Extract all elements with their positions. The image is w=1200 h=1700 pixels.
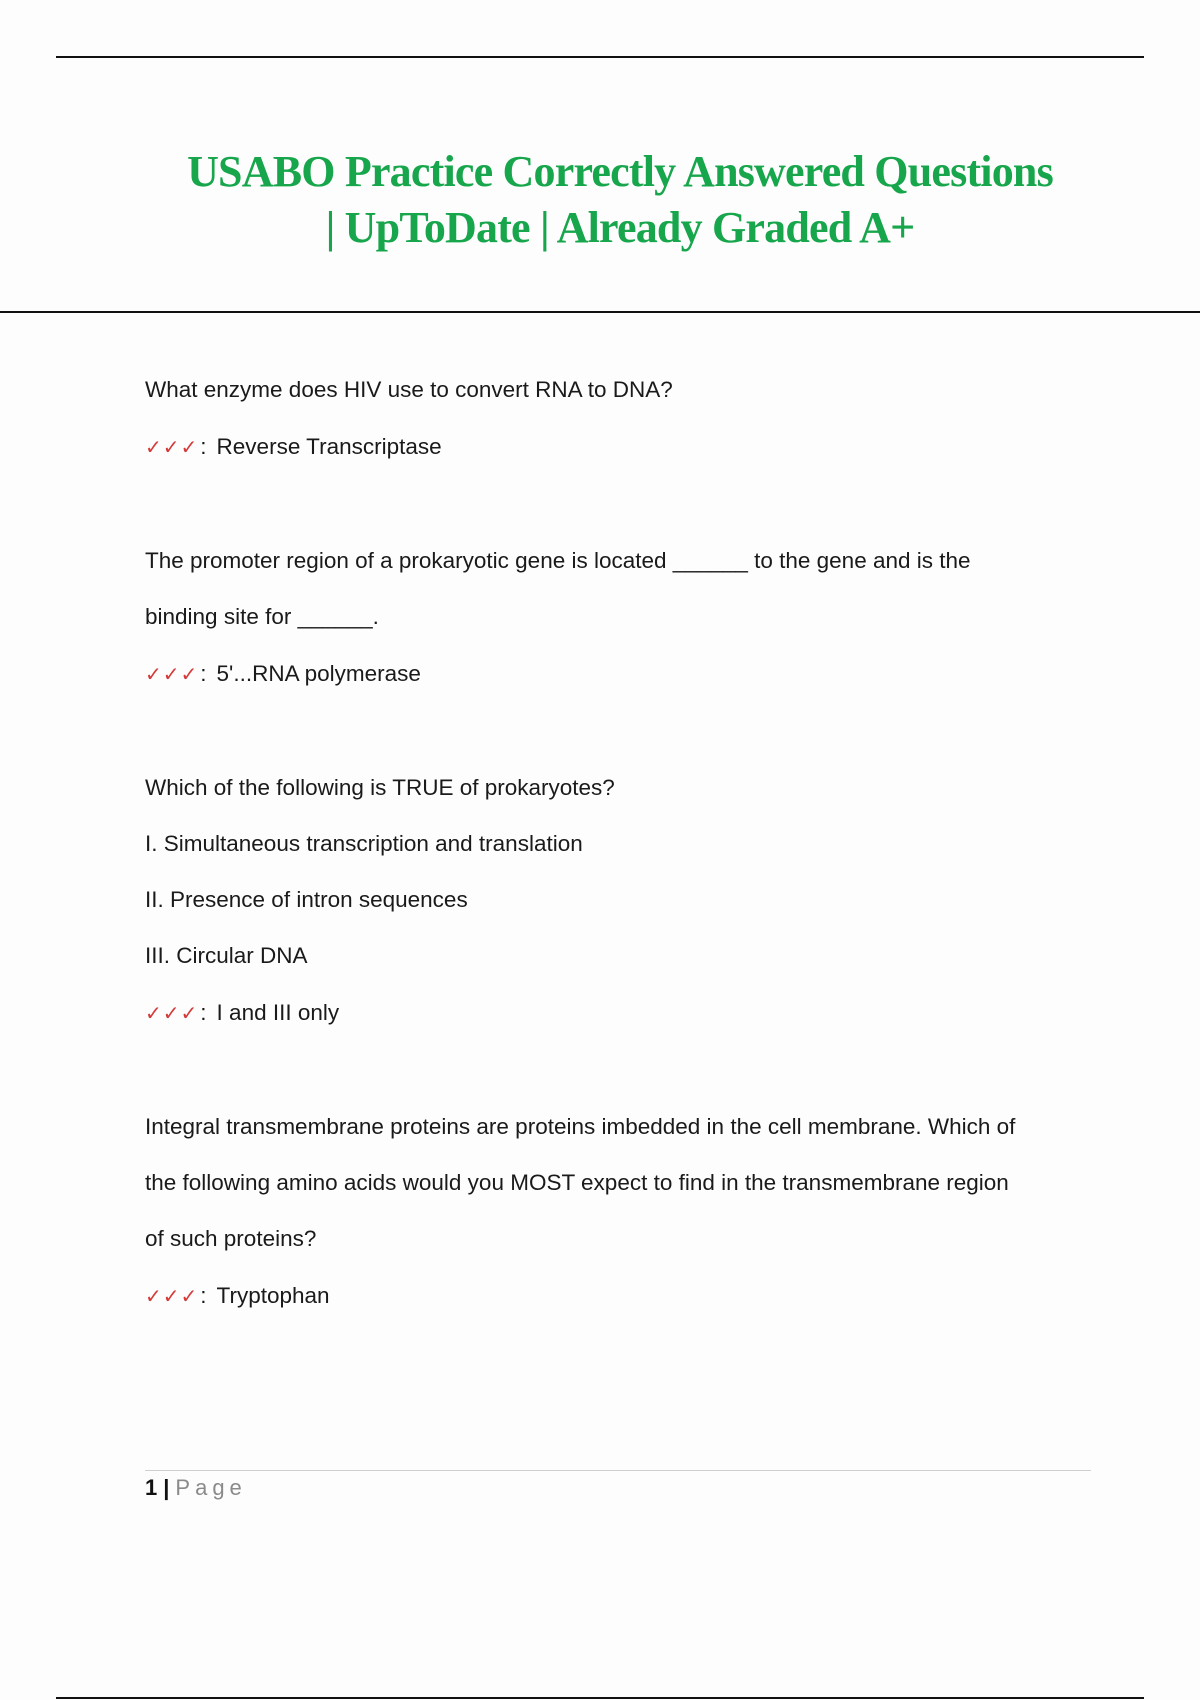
header-divider [0,311,1200,313]
answer-text: 5'...RNA polymerase [216,661,421,686]
question-line: Which of the following is TRUE of prokaryotes? [145,775,615,800]
answer-text: Tryptophan [216,1283,330,1308]
answer [145,645,1095,703]
question [145,362,1095,418]
page-footer [145,1472,247,1504]
title-line-2: | UpToDate | Already Graded A+ [325,203,915,252]
answer-colon: : [200,1283,207,1308]
footer-divider [145,1470,1091,1471]
check-marks-icon: ✓✓✓ [145,662,199,686]
question-line: binding site for ______. [145,604,379,629]
check-marks-icon: ✓✓✓ [145,1284,199,1308]
question-line: Integral transmembrane proteins are proteins imbedded in the cell membrane. Which of [145,1114,1016,1139]
option-line: III. Circular DNA [145,943,308,968]
answer-text: Reverse Transcriptase [216,434,442,459]
qa-list [145,362,1095,1382]
answer [145,418,1095,476]
answer-text: I and III only [216,1000,340,1025]
answer-colon: : [200,1000,207,1025]
qa-item [145,533,1095,703]
answer-colon: : [200,434,207,459]
answer [145,1267,1095,1325]
answer-colon: : [200,661,207,686]
question-line: The promoter region of a prokaryotic gene is located ______ to the gene and is the [145,548,971,573]
check-marks-icon: ✓✓✓ [145,1001,199,1025]
page-number: 1 [145,1475,158,1500]
option-line: I. Simultaneous transcription and translation [145,831,583,856]
question [145,1099,1095,1267]
page-label: Page [175,1475,247,1500]
footer-separator: | [163,1475,170,1500]
question-line: the following amino acids would you MOST expect to find in the transmembrane region [145,1170,1009,1195]
bottom-rule [56,1697,1144,1699]
qa-item [145,760,1095,1042]
option-line: II. Presence of intron sequences [145,887,468,912]
document-title [100,144,1140,256]
top-rule [56,56,1144,58]
question [145,533,1095,645]
qa-item [145,1099,1095,1325]
question [145,760,1095,984]
question-line: of such proteins? [145,1226,317,1251]
answer [145,984,1095,1042]
question-line: What enzyme does HIV use to convert RNA to DNA? [145,377,673,402]
title-line-1: USABO Practice Correctly Answered Questions [187,147,1053,196]
qa-item [145,362,1095,476]
check-marks-icon: ✓✓✓ [145,435,199,459]
